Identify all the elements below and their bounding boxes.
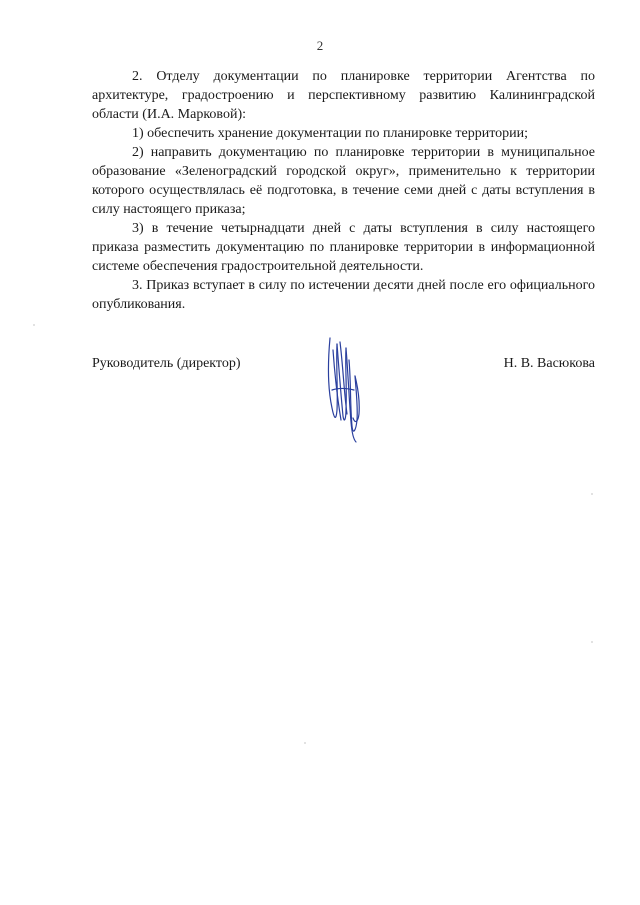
document-body bbox=[92, 67, 595, 314]
paragraph-2-item-2: 2) направить документацию по планировке территории в муниципальное образование «Зеленоградский городской округ», применительно к территории которого осуществлялась её подготовка, в течение семи дней с даты вступления в силу настоящего приказа; bbox=[92, 145, 595, 217]
scan-speck bbox=[591, 493, 593, 495]
paragraph-3: 3. Приказ вступает в силу по истечении десяти дней после его официального опубликования. bbox=[92, 278, 595, 312]
paragraph-2-item-1: 1) обеспечить хранение документации по планировке территории; bbox=[132, 126, 529, 141]
scan-speck bbox=[591, 641, 593, 643]
handwritten-signature bbox=[316, 330, 368, 445]
paragraph-2: 2. Отделу документации по планировке территории Агентства по архитектуре, градостроению и перспективному развитию Калининградской области (И.А. Марковой): bbox=[92, 69, 595, 122]
signatory-name: Н. В. Васюкова bbox=[503, 356, 595, 371]
scan-speck bbox=[33, 324, 35, 326]
paragraph-2-item-3: 3) в течение четырнадцати дней с даты вступления в силу настоящего приказа разместить документацию по планировке территории в информационной системе обеспечения градостроительной деятельности. bbox=[92, 221, 595, 274]
page-number: 2 bbox=[316, 38, 324, 53]
signatory-title: Руководитель (директор) bbox=[92, 356, 241, 371]
scan-speck bbox=[304, 742, 306, 744]
